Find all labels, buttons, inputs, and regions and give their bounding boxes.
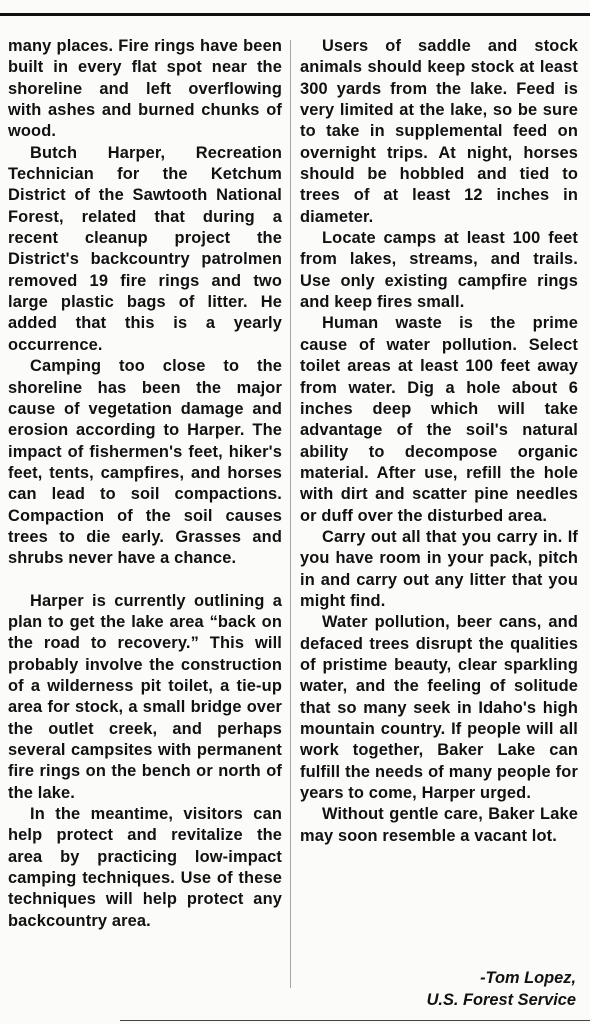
paragraph: many places. Fire rings have been built in every flat spot near the shoreline and left overflowing with ashes and burned chunks of wood. xyxy=(8,37,282,141)
column-divider xyxy=(290,40,291,988)
paragraph: Camping too close to the shoreline has been the major cause of vegetation damage and erosion according to Harper. The impact of fishermen's feet, hiker's feet, tents, campfires, and horses can lead to soil compactions. Compaction of the soil causes trees to die early. Grasses and shrubs never have a chance. xyxy=(8,357,282,568)
paragraph: Butch Harper, Recreation Technician for the Ketchum District of the Sawtooth National Forest, related that during a recent cleanup project the District's backcountry patrolmen removed 19 fire rings and two large plastic bags of litter. He added that this is a yearly occurrence. xyxy=(8,143,282,354)
paragraph: Without gentle care, Baker Lake may soon resemble a vacant lot. xyxy=(300,805,578,845)
paragraph: Users of saddle and stock animals should keep stock at least 300 yards from the lake. Feed is very limited at the lake, so be sure to take in supplemental feed on overnight trips. At night, horses should be hobbled and tied to trees of at least 12 inches in diameter. xyxy=(300,37,578,226)
left-column xyxy=(8,36,282,932)
paragraph: Locate camps at least 100 feet from lakes, streams, and trails. Use only existing campfire rings and keep fires small. xyxy=(300,229,578,312)
byline-name: -Tom Lopez, xyxy=(480,969,576,987)
paragraph: Water pollution, beer cans, and defaced trees disrupt the qualities of pristime beauty, clear sparkling water, and the feeling of solitude that so many seek in Idaho's high mountain country. If people will all work together, Baker Lake can fulfill the needs of many people for years to come, Harper urged. xyxy=(300,613,578,803)
top-rule xyxy=(0,13,590,16)
right-column xyxy=(300,36,578,847)
bottom-rule xyxy=(120,1020,590,1021)
paragraph: Human waste is the prime cause of water pollution. Select toilet areas at least 100 feet away from water. Dig a hole about 6 inches deep which will take advantage of the soil's natural ability to decompose organic material. After use, refill the hole with dirt and scatter pine needles or duff over the disturbed area. xyxy=(300,314,578,525)
paragraph: Harper is currently outlining a plan to get the lake area “back on the road to recovery.” This will probably involve the construction of a wilderness pit toilet, a tie-up area for stock, a small bridge over the outlet creek, and perhaps several campsites with permanent fire rings on the bench or north of the lake. xyxy=(8,591,282,802)
byline-organization: U.S. Forest Service xyxy=(426,991,576,1009)
paragraph: Carry out all that you carry in. If you have room in your pack, pitch in and carry out any litter that you might find. xyxy=(300,527,578,610)
paragraph: In the meantime, visitors can help protect and revitalize the area by practicing low-impact camping techniques. Use of these techniques will help protect any backcountry area. xyxy=(8,805,282,930)
